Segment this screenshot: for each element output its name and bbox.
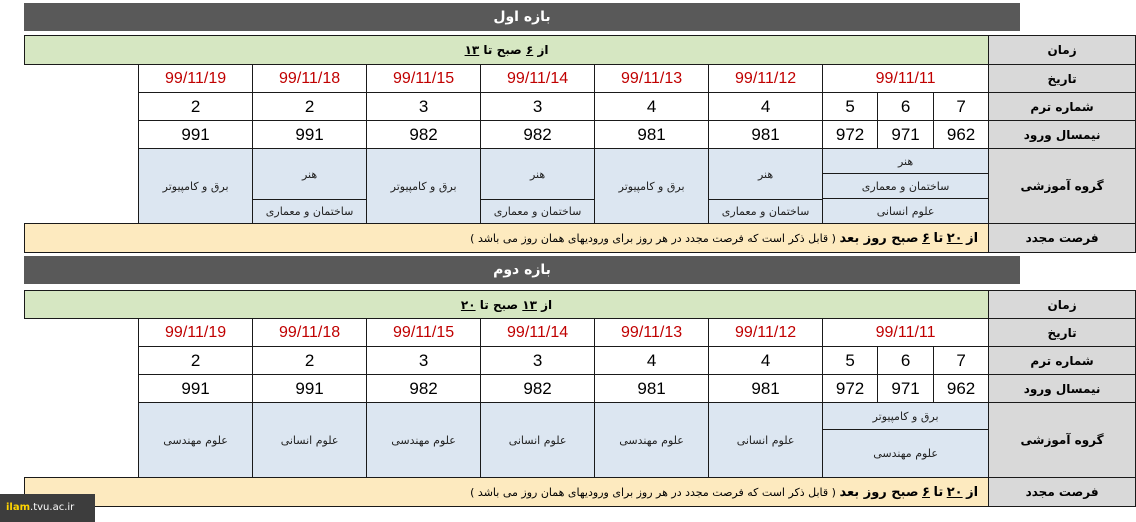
group-cell: برق و کامپیوتر — [139, 149, 253, 224]
group-cell: علوم مهندسی — [367, 403, 481, 478]
term-cell: 4 — [709, 93, 823, 121]
opportunity-text: از ۲۰ تا ۶ صبح روز بعد ( قابل ذکر است که فرصت مجدد در هر روز برای ورودیهای همان روز می باشد ) — [25, 478, 989, 507]
entry-label: نیمسال ورود — [989, 375, 1136, 403]
date-label: تاریخ — [989, 319, 1136, 347]
group-row — [25, 149, 1136, 224]
term-row — [25, 93, 1136, 121]
group-name: علوم مهندسی — [823, 429, 988, 477]
group-name: ساختمان و معماری — [709, 199, 822, 223]
group-row — [25, 403, 1136, 478]
entry-cell: 981 — [709, 121, 823, 149]
term-cell: 7 — [934, 347, 989, 375]
date-cell: 99/11/11 — [823, 319, 989, 347]
date-cell: 99/11/12 — [709, 319, 823, 347]
entry-row — [25, 121, 1136, 149]
term-cell: 5 — [823, 347, 878, 375]
entry-cell: 972 — [823, 121, 878, 149]
group-cell — [823, 149, 989, 224]
term-cell: 2 — [253, 347, 367, 375]
date-cell: 99/11/19 — [139, 65, 253, 93]
term-cell: 4 — [595, 93, 709, 121]
period1-time: از ۶ صبح تا ۱۳ — [25, 36, 989, 65]
entry-cell: 981 — [595, 375, 709, 403]
term-cell: 5 — [823, 93, 878, 121]
group-cell: برق و کامپیوتر — [595, 149, 709, 224]
date-cell: 99/11/18 — [253, 319, 367, 347]
entry-cell: 962 — [934, 375, 989, 403]
entry-cell: 982 — [481, 121, 595, 149]
term-cell: 2 — [139, 93, 253, 121]
term-label: شماره ترم — [989, 347, 1136, 375]
entry-cell: 971 — [878, 375, 934, 403]
term-cell: 6 — [878, 93, 934, 121]
time-label: زمان — [989, 36, 1136, 65]
opportunity-label: فرصت مجدد — [989, 478, 1136, 507]
date-cell: 99/11/19 — [139, 319, 253, 347]
group-cell — [253, 149, 367, 224]
group-cell — [823, 403, 989, 478]
site-footer[interactable] — [0, 494, 95, 522]
footer-domain: .tvu.ac.ir — [30, 502, 75, 513]
group-name: هنر — [529, 167, 546, 181]
term-cell: 4 — [709, 347, 823, 375]
date-cell: 99/11/14 — [481, 65, 595, 93]
group-label: گروه آموزشی — [989, 149, 1136, 224]
term-cell: 4 — [595, 347, 709, 375]
entry-cell: 991 — [253, 375, 367, 403]
entry-label: نیمسال ورود — [989, 121, 1136, 149]
group-cell: علوم مهندسی — [139, 403, 253, 478]
group-name: هنر — [897, 154, 914, 168]
entry-cell: 981 — [595, 121, 709, 149]
term-cell: 2 — [139, 347, 253, 375]
entry-cell: 991 — [139, 375, 253, 403]
entry-cell: 982 — [367, 121, 481, 149]
entry-cell: 991 — [253, 121, 367, 149]
date-cell: 99/11/12 — [709, 65, 823, 93]
time-label: زمان — [989, 291, 1136, 319]
period1-title: بازه اول — [24, 3, 1020, 31]
group-name: علوم انسانی — [823, 198, 988, 223]
group-cell: علوم انسانی — [481, 403, 595, 478]
date-cell: 99/11/14 — [481, 319, 595, 347]
term-cell: 3 — [367, 347, 481, 375]
term-cell: 3 — [481, 347, 595, 375]
term-label: شماره ترم — [989, 93, 1136, 121]
group-name: هنر — [301, 167, 318, 181]
entry-cell: 981 — [709, 375, 823, 403]
date-cell: 99/11/13 — [595, 65, 709, 93]
entry-cell: 962 — [934, 121, 989, 149]
date-row — [25, 65, 1136, 93]
opportunity-row — [25, 478, 1136, 507]
group-name: ساختمان و معماری — [481, 199, 594, 223]
footer-brand: ilam — [6, 502, 31, 513]
date-cell: 99/11/13 — [595, 319, 709, 347]
group-cell: علوم انسانی — [253, 403, 367, 478]
group-cell — [709, 149, 823, 224]
opportunity-text: از ۲۰ تا ۶ صبح روز بعد ( قابل ذکر است که فرصت مجدد در هر روز برای ورودیهای همان روز می باشد ) — [25, 224, 989, 253]
term-cell: 2 — [253, 93, 367, 121]
opportunity-label: فرصت مجدد — [989, 224, 1136, 253]
period2-title: بازه دوم — [24, 256, 1020, 284]
group-name: ساختمان و معماری — [823, 173, 988, 198]
date-label: تاریخ — [989, 65, 1136, 93]
date-row — [25, 319, 1136, 347]
term-cell: 6 — [878, 347, 934, 375]
entry-cell: 982 — [367, 375, 481, 403]
group-cell: علوم مهندسی — [595, 403, 709, 478]
term-cell: 3 — [481, 93, 595, 121]
group-cell: برق و کامپیوتر — [367, 149, 481, 224]
date-cell: 99/11/15 — [367, 65, 481, 93]
term-row — [25, 347, 1136, 375]
term-cell: 7 — [934, 93, 989, 121]
group-name: ساختمان و معماری — [253, 199, 366, 223]
period2-table — [24, 290, 1136, 507]
period2-time: از ۱۳ صبح تا ۲۰ — [25, 291, 989, 319]
date-cell: 99/11/11 — [823, 65, 989, 93]
group-name: هنر — [757, 167, 774, 181]
opportunity-row — [25, 224, 1136, 253]
entry-cell: 971 — [878, 121, 934, 149]
group-cell — [481, 149, 595, 224]
entry-row — [25, 375, 1136, 403]
period1-table — [24, 35, 1136, 253]
group-label: گروه آموزشی — [989, 403, 1136, 478]
group-name: برق و کامپیوتر — [872, 409, 939, 423]
date-cell: 99/11/15 — [367, 319, 481, 347]
entry-cell: 982 — [481, 375, 595, 403]
term-cell: 3 — [367, 93, 481, 121]
date-cell: 99/11/18 — [253, 65, 367, 93]
entry-cell: 972 — [823, 375, 878, 403]
entry-cell: 991 — [139, 121, 253, 149]
group-cell: علوم انسانی — [709, 403, 823, 478]
